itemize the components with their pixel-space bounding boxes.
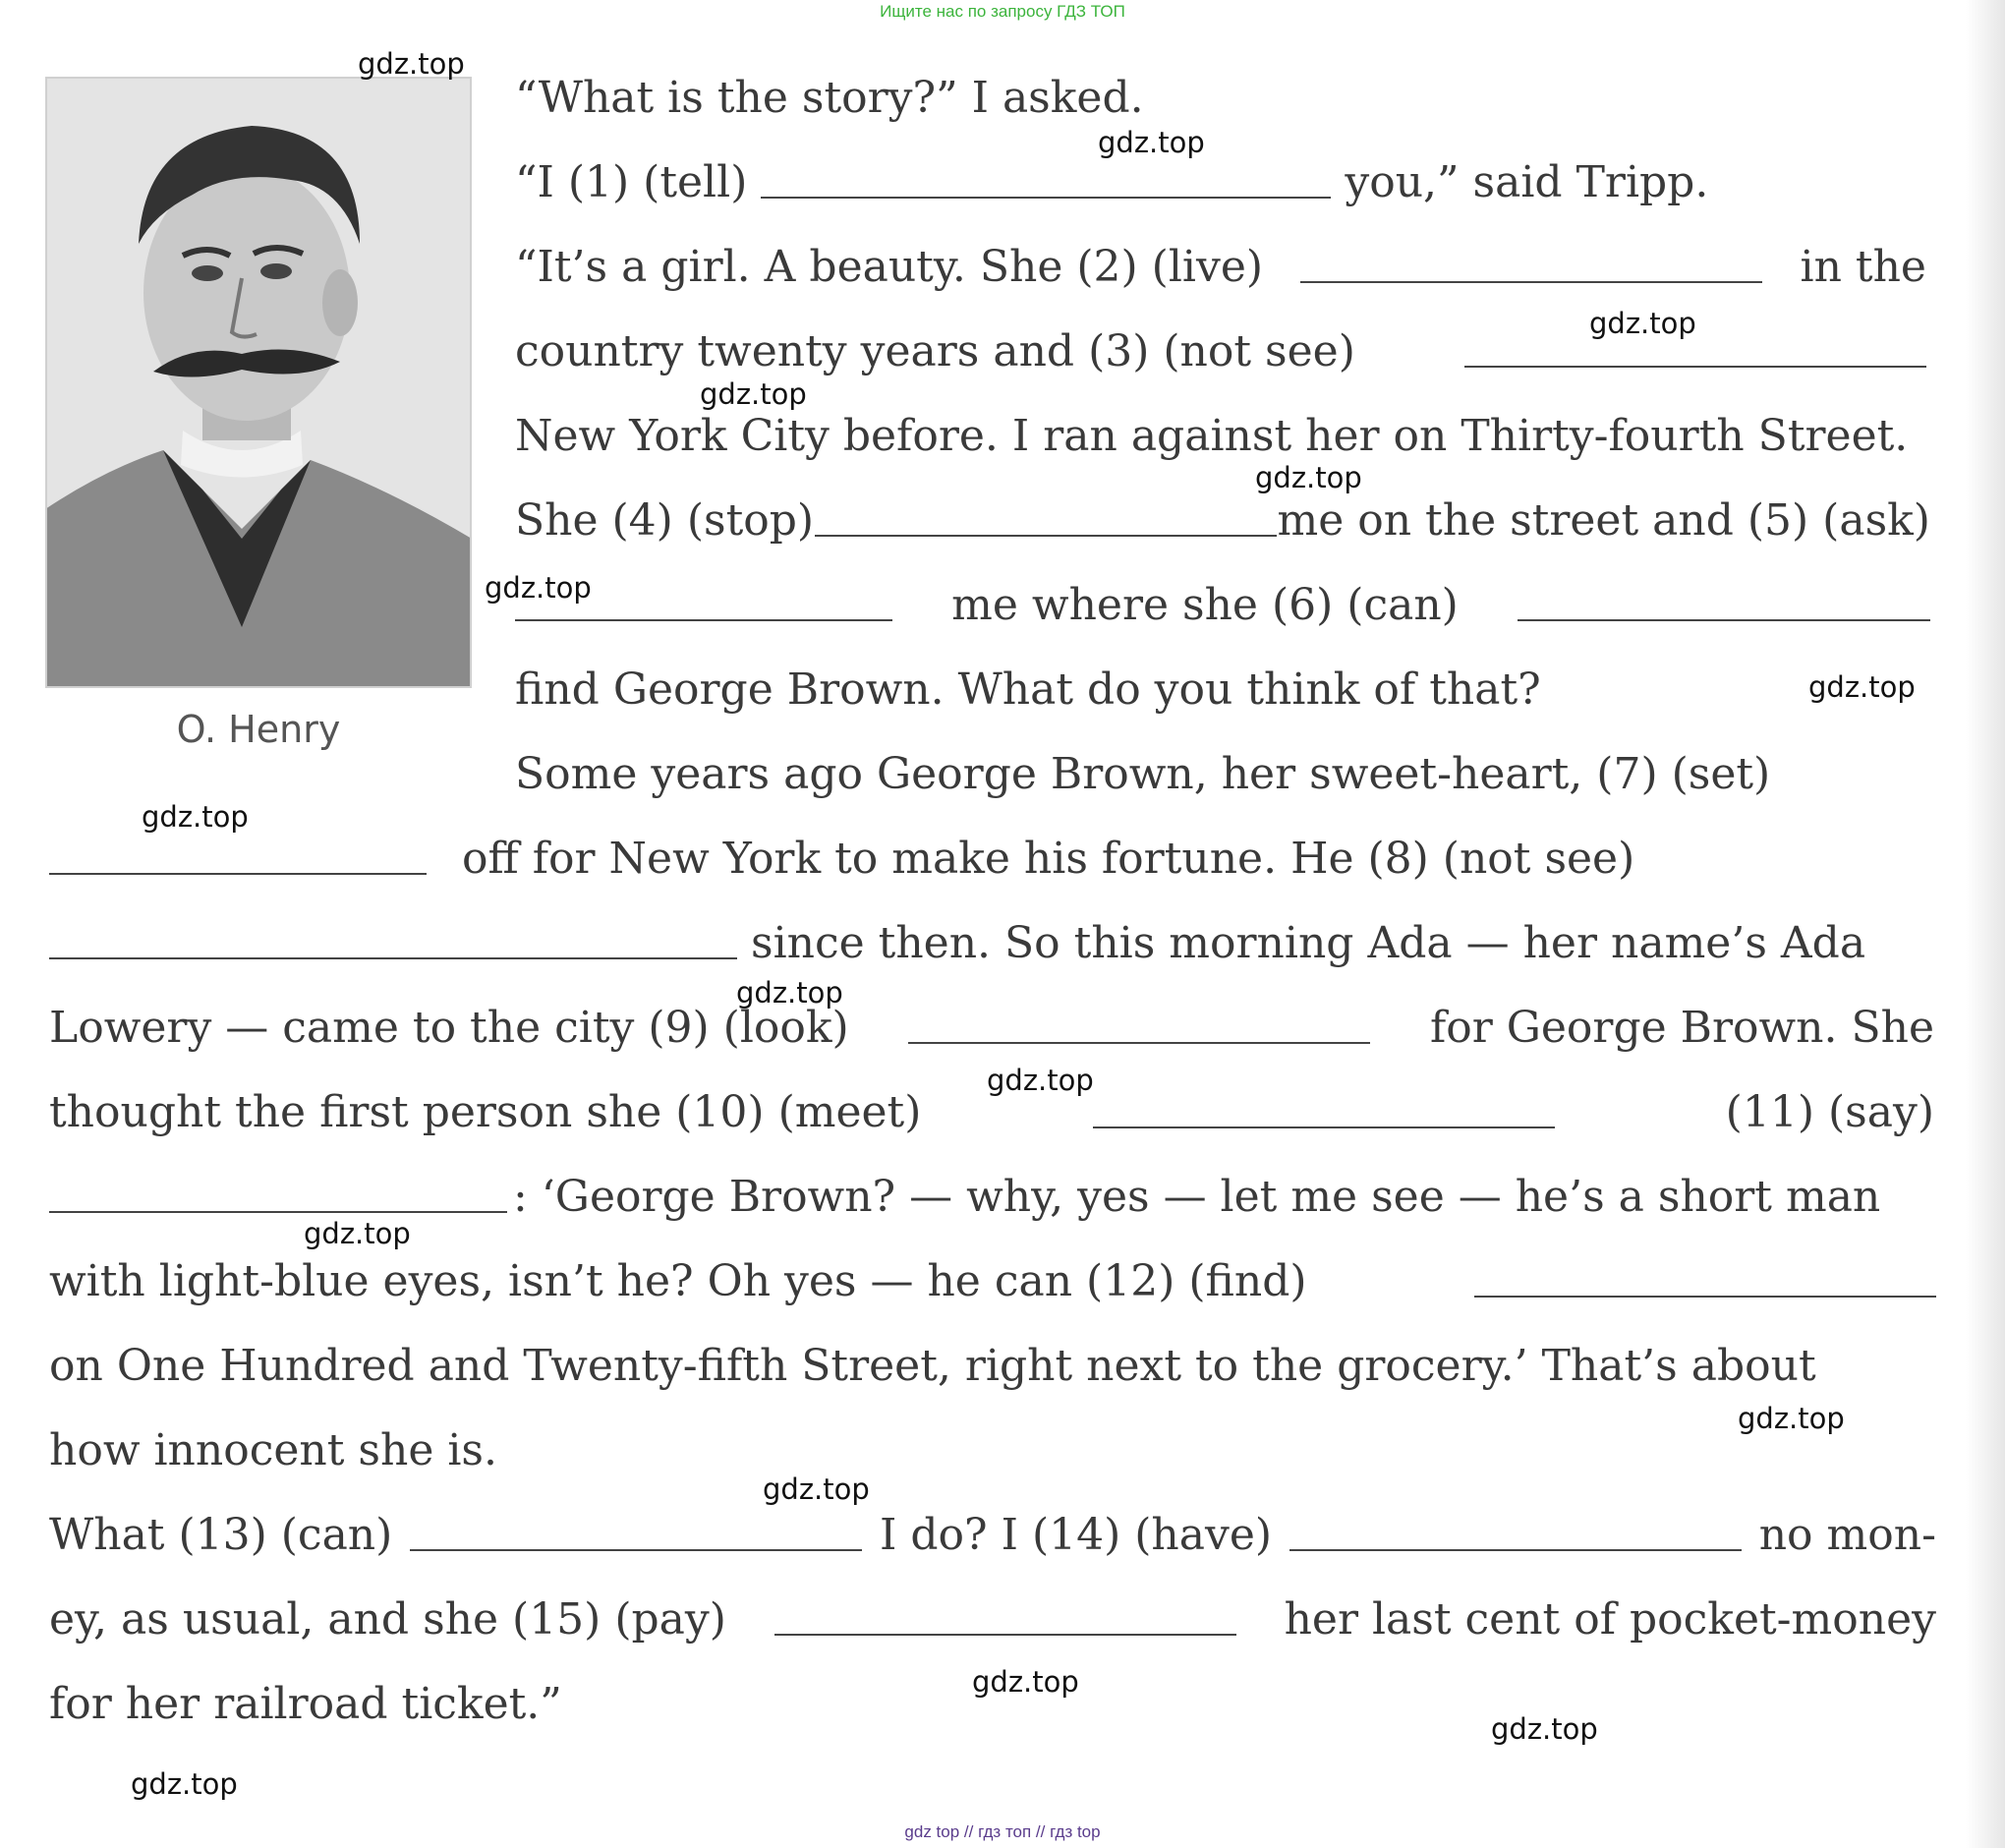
watermark: gdz.top xyxy=(1589,307,1696,340)
page-edge-shadow xyxy=(1966,0,2005,1848)
story-text: no mon- xyxy=(1758,1510,1936,1560)
watermark: gdz.top xyxy=(142,800,249,834)
story-text: for George Brown. She xyxy=(1429,1003,1934,1053)
story-text: you,” said Tripp. xyxy=(1345,157,1709,207)
story-text: country twenty years and (3) (not see) xyxy=(515,326,1355,376)
story-line-5 xyxy=(515,409,1908,464)
footer-banner[interactable]: gdz top // гдз топ // гдз top xyxy=(904,1822,1101,1841)
watermark: gdz.top xyxy=(131,1767,238,1801)
answer-blank-10[interactable] xyxy=(1093,1126,1555,1128)
story-line-17 xyxy=(49,1423,497,1478)
answer-blank-5[interactable] xyxy=(515,618,892,621)
watermark: gdz.top xyxy=(1255,461,1362,494)
story-text: since then. So this morning Ada — her name’s Ada xyxy=(751,918,1866,968)
story-text: “I (1) (tell) xyxy=(515,157,748,207)
story-text: What (13) (can) xyxy=(49,1510,393,1560)
story-text: for her railroad ticket.” xyxy=(49,1679,562,1729)
story-line-12 xyxy=(49,1001,1934,1056)
answer-blank-6[interactable] xyxy=(1518,618,1930,621)
story-text: Lowery — came to the city (9) (look) xyxy=(49,1003,849,1053)
story-text: find George Brown. What do you think of that? xyxy=(515,664,1541,715)
watermark: gdz.top xyxy=(485,571,592,605)
portrait-caption: O. Henry xyxy=(176,708,341,751)
story-line-18 xyxy=(49,1508,1936,1563)
answer-blank-8[interactable] xyxy=(49,956,737,959)
story-text: me on the street and (5) (ask) xyxy=(1277,495,1930,546)
story-line-16 xyxy=(49,1339,1816,1394)
watermark: gdz.top xyxy=(987,1064,1094,1097)
story-text: I do? I (14) (have) xyxy=(879,1510,1273,1560)
story-line-6 xyxy=(515,493,1930,549)
answer-blank-11[interactable] xyxy=(49,1210,507,1213)
story-text: me where she (6) (can) xyxy=(951,580,1459,630)
portrait-photo xyxy=(45,77,472,688)
portrait-illustration xyxy=(45,77,472,688)
story-text: Some years ago George Brown, her sweet-heart, (7) (set) xyxy=(515,749,1771,799)
top-banner[interactable]: Ищите нас по запросу ГДЗ ТОП xyxy=(880,2,1125,21)
story-line-1 xyxy=(515,71,1144,126)
answer-blank-9[interactable] xyxy=(908,1041,1370,1044)
answer-blank-12[interactable] xyxy=(1474,1295,1936,1298)
story-line-4 xyxy=(515,324,1926,379)
story-text: with light-blue eyes, isn’t he? Oh yes — he can (12) (find) xyxy=(49,1256,1307,1306)
watermark: gdz.top xyxy=(1491,1712,1598,1746)
watermark: gdz.top xyxy=(1808,670,1916,704)
answer-blank-7[interactable] xyxy=(49,872,427,875)
story-line-10 xyxy=(49,832,1634,887)
answer-blank-15[interactable] xyxy=(774,1633,1236,1636)
story-text: in the xyxy=(1800,242,1926,292)
answer-blank-14[interactable] xyxy=(1289,1548,1742,1551)
story-text: New York City before. I ran against her on Thirty-fourth Street. xyxy=(515,411,1909,461)
story-text: how innocent she is. xyxy=(49,1425,497,1475)
story-line-20 xyxy=(49,1677,562,1732)
watermark: gdz.top xyxy=(972,1665,1079,1699)
story-text: on One Hundred and Twenty-fifth Street, right next to the grocery.’ That’s about xyxy=(49,1341,1816,1391)
watermark: gdz.top xyxy=(304,1217,411,1250)
story-line-9 xyxy=(515,747,1770,802)
answer-blank-4[interactable] xyxy=(815,534,1277,537)
story-text: off for New York to make his fortune. He (8) (not see) xyxy=(462,834,1635,884)
answer-blank-2[interactable] xyxy=(1300,280,1762,283)
watermark: gdz.top xyxy=(763,1473,870,1506)
story-line-7 xyxy=(515,578,1930,633)
story-line-19 xyxy=(49,1592,1936,1647)
story-text: She (4) (stop) xyxy=(515,495,815,546)
story-line-8 xyxy=(515,663,1541,718)
watermark: gdz.top xyxy=(358,47,465,81)
story-text: “It’s a girl. A beauty. She (2) (live) xyxy=(515,242,1264,292)
story-text: “What is the story?” I asked. xyxy=(515,73,1144,123)
story-text: ey, as usual, and she (15) (pay) xyxy=(49,1594,726,1645)
story-line-11 xyxy=(49,916,1865,971)
story-text: thought the first person she (10) (meet) xyxy=(49,1087,922,1137)
story-text: her last cent of pocket-money xyxy=(1284,1594,1936,1645)
story-line-15 xyxy=(49,1254,1936,1309)
watermark: gdz.top xyxy=(1738,1402,1845,1435)
answer-blank-1[interactable] xyxy=(761,196,1331,199)
answer-blank-3[interactable] xyxy=(1464,365,1926,368)
story-line-2 xyxy=(515,155,1708,210)
story-line-3 xyxy=(515,240,1926,295)
watermark: gdz.top xyxy=(1098,126,1205,159)
answer-blank-13[interactable] xyxy=(410,1548,862,1551)
story-text: (11) (say) xyxy=(1725,1087,1934,1137)
watermark: gdz.top xyxy=(736,976,843,1010)
story-text: : ‘George Brown? — why, yes — let me see — he’s a short man xyxy=(513,1172,1881,1222)
watermark: gdz.top xyxy=(700,377,807,411)
